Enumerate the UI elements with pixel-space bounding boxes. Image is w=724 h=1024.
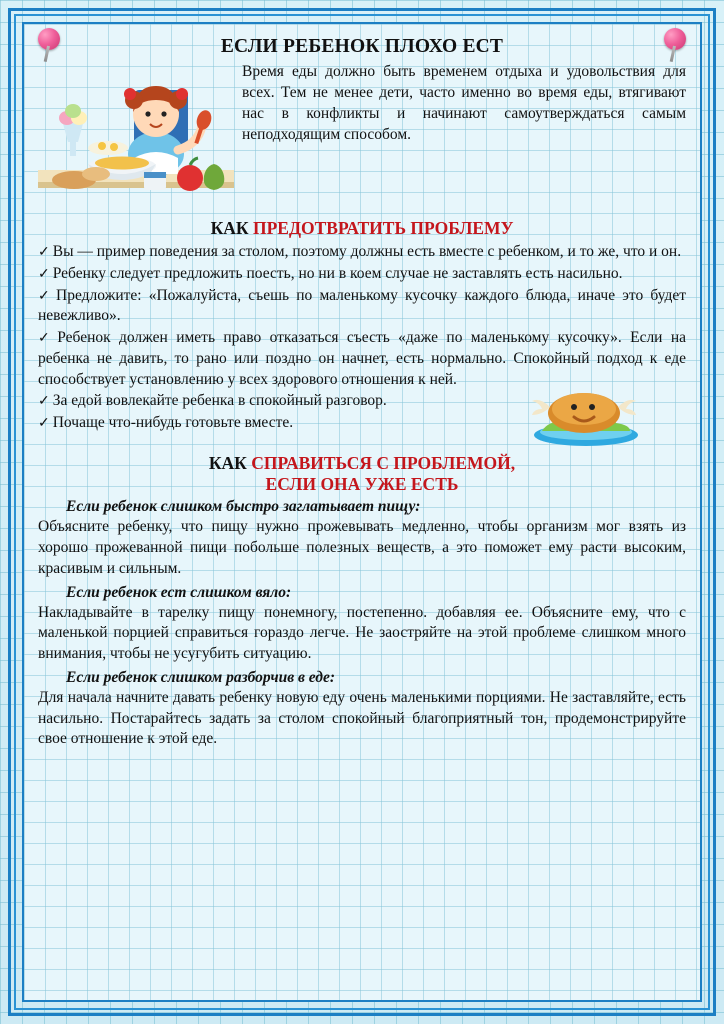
subsection-text: Для начала начните давать ребенку новую еду очень маленькими порциями. Не заставляйте, есть насильно. Постарайтесь задать за столом спокойный благоприятный тон, продемонстрируйте свое отношение к этой еде. [38,688,686,748]
poster-content-sheet [22,22,702,1002]
page-title: ЕСЛИ РЕБЕНОК ПЛОХО ЕСТ [220,36,504,57]
girl-eating-soup-illustration [38,62,234,212]
tip-text: Ребенок должен иметь право отказаться съесть «даже по маленькому кусочку». Если на ребенка не давить, то рано или поздно он начнет, есть нормально. Спокойный подход к еде способствует установлению у всех здорового отношения к ней. [38,329,687,388]
tip-text: Вы — пример поведения за столом, поэтому должны есть вместе с ребенком, и то же, что и он. [52,243,682,261]
tip-text: За едой вовлекайте ребенка в спокойный разговор. [52,392,387,410]
tip-text: Предложите: «Пожалуйста, съешь по маленькому кусочку каждого блюда, иначе это будет невежливо». [38,286,686,325]
section-1-heading-highlight: ПРЕДОТВРАТИТЬ ПРОБЛЕМУ [252,218,514,239]
subsection-title: Если ребенок ест слишком вяло: [66,583,292,601]
intro-section [38,60,686,212]
roasted-turkey-illustration [522,377,650,449]
push-pin-icon-left [38,28,60,50]
subsection-title: Если ребенок слишком быстро заглатывает пищу: [66,498,421,516]
check-icon: ✓ [38,245,50,261]
check-icon: ✓ [38,394,50,410]
subsection-title: Если ребенок слишком разборчив в еде: [66,668,336,686]
section-2-heading-plain: КАК [208,452,252,473]
check-icon: ✓ [38,331,55,347]
section-1-heading-plain: КАК [210,218,253,239]
subsection-text: Объясните ребенку, что пищу нужно прожевывать медленно, чтобы организм мог взять из хорошо прожеванной пищи побольше полезных веществ, а это поможет ему расти высоким, красивым и сильным. [38,518,686,577]
subsection-text: Накладывайте в тарелку пищу понемногу, постепенно. добавляя ее. Объясните ему, что с маленькой порцией справиться гораздо легче. Не заостряйте на этой проблеме слишком много внимания, чтобы не усугубить ситуацию. [38,603,686,663]
intro-paragraph: Время еды должно быть временем отдыха и удовольствия для всех. Тем не менее дети, часто именно во время еды, втягивают нас в конфликты и начинают самоутверждаться самым неподходящим способом. [242,63,686,144]
tip-item [38,286,686,328]
section-1-heading [38,218,686,239]
section-2-heading-highlight: СПРАВИТЬСЯ С ПРОБЛЕМОЙ, [251,452,516,473]
tip-text: Почаще что-нибудь готовьте вместе. [52,414,294,432]
push-pin-icon-right [664,28,686,50]
girl-eating-soup-icon [38,62,234,212]
check-icon: ✓ [38,416,50,432]
section-2-heading [38,453,686,494]
tip-item [38,264,686,285]
check-icon: ✓ [38,288,54,304]
tip-text: Ребенку следует предложить поесть, но ни в коем случае не заставлять есть насильно. [52,264,623,282]
check-icon: ✓ [38,266,50,282]
section-2-heading-line2: ЕСЛИ ОНА УЖЕ ЕСТЬ [265,473,459,494]
roasted-turkey-icon [522,377,650,449]
tip-item [38,242,686,263]
